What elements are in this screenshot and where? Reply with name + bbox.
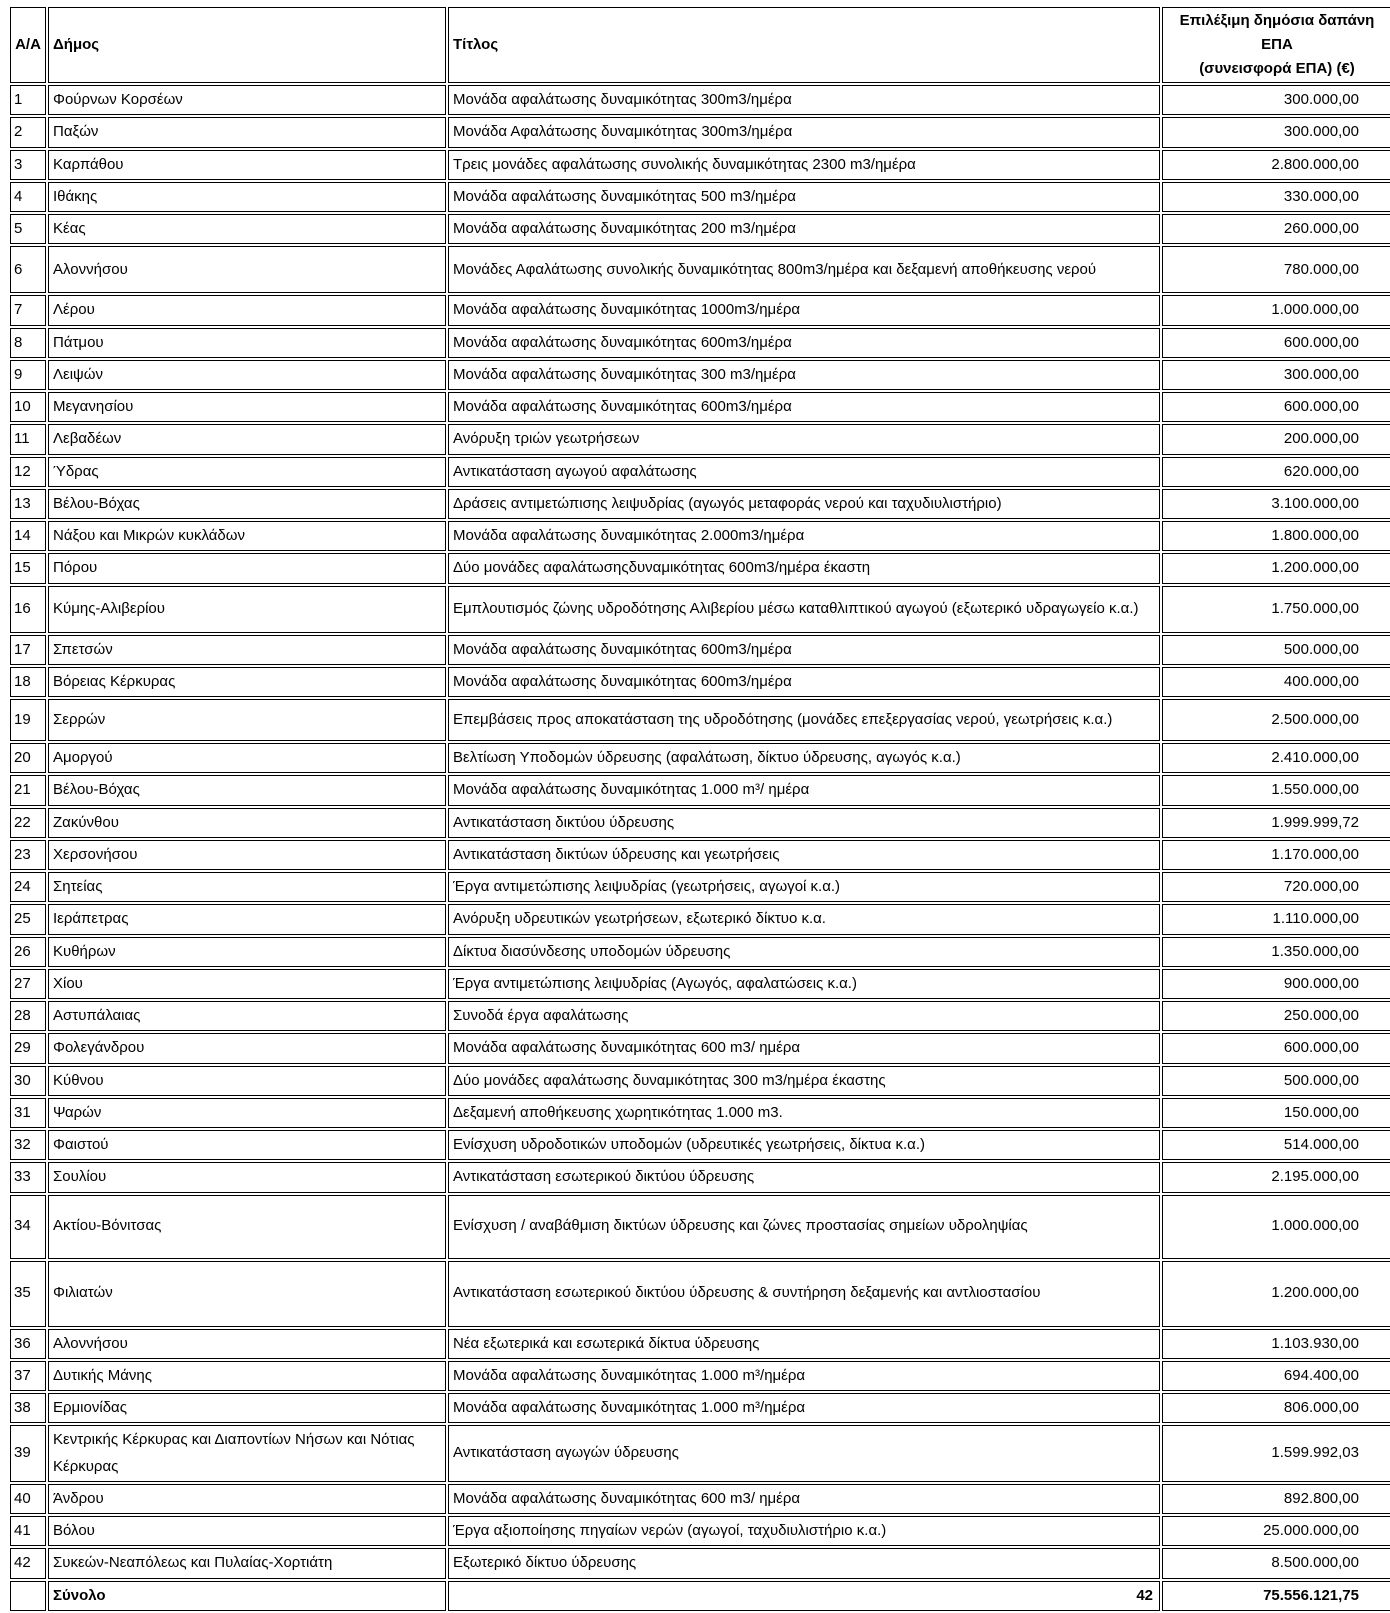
column-header-title: Τίτλος [448, 7, 1160, 83]
row-amount-cell: 2.195.000,00 [1162, 1162, 1390, 1192]
row-title-cell: Μονάδα Αφαλάτωσης δυναμικότητας 300m3/ημέρα [448, 117, 1160, 147]
row-aa-cell: 31 [10, 1098, 46, 1128]
row-title-cell: Μονάδα αφαλάτωσης δυναμικότητας 600m3/ημέρα [448, 328, 1160, 358]
row-municipality-cell: Σητείας [48, 872, 446, 902]
row-title-cell: Συνοδά έργα αφαλάτωσης [448, 1001, 1160, 1031]
table-row [10, 1516, 1390, 1546]
row-aa-cell: 39 [10, 1425, 46, 1482]
row-title-cell: Έργα αξιοποίησης πηγαίων νερών (αγωγοί, ταχυδιυλιστήριο κ.α.) [448, 1516, 1160, 1546]
row-title-cell: Αντικατάσταση εσωτερικού δικτύου ύδρευσης [448, 1162, 1160, 1192]
row-title-cell: Ανόρυξη τριών γεωτρήσεων [448, 424, 1160, 454]
row-municipality-cell: Βέλου-Βόχας [48, 775, 446, 805]
row-municipality-cell: Ιεράπετρας [48, 904, 446, 934]
row-municipality-cell: Κύθνου [48, 1066, 446, 1096]
row-municipality-cell: Φαιστού [48, 1130, 446, 1160]
row-municipality-cell: Σουλίου [48, 1162, 446, 1192]
row-municipality-cell: Λεβαδέων [48, 424, 446, 454]
row-aa-cell: 16 [10, 586, 46, 633]
row-amount-cell: 780.000,00 [1162, 246, 1390, 293]
total-label: Σύνολο [48, 1581, 446, 1611]
table-row [10, 360, 1390, 390]
row-aa-cell: 3 [10, 150, 46, 180]
column-header-municipality: Δήμος [48, 7, 446, 83]
table-row [10, 699, 1390, 741]
row-amount-cell: 1.000.000,00 [1162, 1195, 1390, 1259]
row-municipality-cell: Ψαρών [48, 1098, 446, 1128]
row-municipality-cell: Ακτίου-Βόνιτσας [48, 1195, 446, 1259]
row-amount-cell: 600.000,00 [1162, 328, 1390, 358]
row-municipality-cell: Ερμιονίδας [48, 1393, 446, 1423]
row-title-cell: Έργα αντιμετώπισης λειψυδρίας (γεωτρήσεις, αγωγοί κ.α.) [448, 872, 1160, 902]
row-amount-cell: 514.000,00 [1162, 1130, 1390, 1160]
row-aa-cell: 26 [10, 937, 46, 967]
row-municipality-cell: Χερσονήσου [48, 840, 446, 870]
row-amount-cell: 300.000,00 [1162, 85, 1390, 115]
row-amount-cell: 8.500.000,00 [1162, 1548, 1390, 1578]
table-row [10, 808, 1390, 838]
row-title-cell: Βελτίωση Υποδομών ύδρευσης (αφαλάτωση, δίκτυο ύδρευσης, αγωγός κ.α.) [448, 743, 1160, 773]
row-municipality-cell: Κυθήρων [48, 937, 446, 967]
table-row [10, 1033, 1390, 1063]
row-aa-cell: 23 [10, 840, 46, 870]
row-municipality-cell: Φολεγάνδρου [48, 1033, 446, 1063]
table-row [10, 872, 1390, 902]
row-title-cell: Μονάδα αφαλάτωσης δυναμικότητας 600 m3/ ημέρα [448, 1033, 1160, 1063]
row-title-cell: Τρεις μονάδες αφαλάτωσης συνολικής δυναμικότητας 2300 m3/ημέρα [448, 150, 1160, 180]
table-row [10, 840, 1390, 870]
row-title-cell: Έργα αντιμετώπισης λειψυδρίας (Αγωγός, αφαλατώσεις κ.α.) [448, 969, 1160, 999]
row-aa-cell: 35 [10, 1261, 46, 1327]
row-municipality-cell: Συκεών-Νεαπόλεως και Πυλαίας-Χορτιάτη [48, 1548, 446, 1578]
table-row [10, 1393, 1390, 1423]
table-row [10, 392, 1390, 422]
table-row [10, 586, 1390, 633]
row-title-cell: Εξωτερικό δίκτυο ύδρευσης [448, 1548, 1160, 1578]
row-amount-cell: 620.000,00 [1162, 457, 1390, 487]
table-row [10, 1261, 1390, 1327]
table-row [10, 1130, 1390, 1160]
row-municipality-cell: Λέρου [48, 295, 446, 325]
row-title-cell: Μονάδα αφαλάτωσης δυναμικότητας 1.000 m³/ημέρα [448, 1393, 1160, 1423]
row-aa-cell: 1 [10, 85, 46, 115]
row-amount-cell: 900.000,00 [1162, 969, 1390, 999]
row-aa-cell: 24 [10, 872, 46, 902]
row-aa-cell: 32 [10, 1130, 46, 1160]
table-row [10, 457, 1390, 487]
row-municipality-cell: Σερρών [48, 699, 446, 741]
row-amount-cell: 3.100.000,00 [1162, 489, 1390, 519]
expenditure-table [8, 5, 1390, 1613]
row-municipality-cell: Καρπάθου [48, 150, 446, 180]
table-row [10, 1162, 1390, 1192]
row-municipality-cell: Πάτμου [48, 328, 446, 358]
row-amount-cell: 300.000,00 [1162, 360, 1390, 390]
row-municipality-cell: Μεγανησίου [48, 392, 446, 422]
table-row [10, 635, 1390, 665]
row-aa-cell: 10 [10, 392, 46, 422]
row-municipality-cell: Αμοργού [48, 743, 446, 773]
row-amount-cell: 500.000,00 [1162, 635, 1390, 665]
column-header-aa: Α/Α [10, 7, 46, 83]
table-row [10, 424, 1390, 454]
table-row [10, 246, 1390, 293]
row-title-cell: Μονάδα αφαλάτωσης δυναμικότητας 300m3/ημέρα [448, 85, 1160, 115]
row-aa-cell: 38 [10, 1393, 46, 1423]
row-aa-cell: 27 [10, 969, 46, 999]
row-aa-cell: 18 [10, 667, 46, 697]
row-municipality-cell: Κέας [48, 214, 446, 244]
row-title-cell: Νέα εξωτερικά και εσωτερικά δίκτυα ύδρευσης [448, 1329, 1160, 1359]
table-row [10, 904, 1390, 934]
row-amount-cell: 2.410.000,00 [1162, 743, 1390, 773]
row-aa-cell: 28 [10, 1001, 46, 1031]
row-amount-cell: 1.599.992,03 [1162, 1425, 1390, 1482]
row-amount-cell: 720.000,00 [1162, 872, 1390, 902]
row-title-cell: Ανόρυξη υδρευτικών γεωτρήσεων, εξωτερικό δίκτυο κ.α. [448, 904, 1160, 934]
row-title-cell: Μονάδα αφαλάτωσης δυναμικότητας 1.000 m³/ ημέρα [448, 775, 1160, 805]
row-title-cell: Αντικατάσταση δικτύων ύδρευσης και γεωτρήσεις [448, 840, 1160, 870]
table-row [10, 1361, 1390, 1391]
row-title-cell: Μονάδα αφαλάτωσης δυναμικότητας 200 m3/ημέρα [448, 214, 1160, 244]
row-title-cell: Ενίσχυση / αναβάθμιση δικτύων ύδρευσης και ζώνες προστασίας σημείων υδροληψίας [448, 1195, 1160, 1259]
row-municipality-cell: Λειψών [48, 360, 446, 390]
row-aa-cell: 40 [10, 1484, 46, 1514]
table-row [10, 150, 1390, 180]
row-aa-cell: 8 [10, 328, 46, 358]
row-municipality-cell: Κύμης-Αλιβερίου [48, 586, 446, 633]
row-amount-cell: 1.800.000,00 [1162, 521, 1390, 551]
row-aa-cell: 13 [10, 489, 46, 519]
row-amount-cell: 1.550.000,00 [1162, 775, 1390, 805]
row-aa-cell: 6 [10, 246, 46, 293]
row-amount-cell: 1.170.000,00 [1162, 840, 1390, 870]
row-aa-cell: 11 [10, 424, 46, 454]
row-aa-cell: 4 [10, 182, 46, 212]
row-amount-cell: 1.103.930,00 [1162, 1329, 1390, 1359]
row-title-cell: Αντικατάσταση αγωγού αφαλάτωσης [448, 457, 1160, 487]
table-row [10, 85, 1390, 115]
row-title-cell: Αντικατάσταση δικτύου ύδρευσης [448, 808, 1160, 838]
table-row [10, 743, 1390, 773]
row-municipality-cell: Κεντρικής Κέρκυρας και Διαποντίων Νήσων και Νότιας Κέρκυρας [48, 1425, 446, 1482]
table-row [10, 1484, 1390, 1514]
header-row [10, 7, 1390, 83]
row-amount-cell: 500.000,00 [1162, 1066, 1390, 1096]
row-amount-cell: 400.000,00 [1162, 667, 1390, 697]
row-aa-cell: 2 [10, 117, 46, 147]
row-title-cell: Μονάδα αφαλάτωσης δυναμικότητας 1.000 m³/ημέρα [448, 1361, 1160, 1391]
row-municipality-cell: Δυτικής Μάνης [48, 1361, 446, 1391]
row-amount-cell: 2.500.000,00 [1162, 699, 1390, 741]
row-amount-cell: 694.400,00 [1162, 1361, 1390, 1391]
row-aa-cell: 34 [10, 1195, 46, 1259]
total-count: 42 [448, 1581, 1160, 1611]
row-amount-cell: 1.000.000,00 [1162, 295, 1390, 325]
row-aa-cell: 20 [10, 743, 46, 773]
row-municipality-cell: Αλοννήσου [48, 246, 446, 293]
row-municipality-cell: Φιλιατών [48, 1261, 446, 1327]
row-amount-cell: 1.999.999,72 [1162, 808, 1390, 838]
row-amount-cell: 1.200.000,00 [1162, 1261, 1390, 1327]
row-municipality-cell: Βόρειας Κέρκυρας [48, 667, 446, 697]
row-aa-cell: 14 [10, 521, 46, 551]
row-title-cell: Δράσεις αντιμετώπισης λειψυδρίας (αγωγός μεταφοράς νερού και ταχυδιυλιστήριο) [448, 489, 1160, 519]
row-title-cell: Επεμβάσεις προς αποκατάσταση της υδροδότησης (μονάδες επεξεργασίας νερού, γεωτρήσεις κ.α.) [448, 699, 1160, 741]
row-aa-cell: 12 [10, 457, 46, 487]
row-title-cell: Αντικατάσταση εσωτερικού δικτύου ύδρευσης & συντήρηση δεξαμενής και αντλιοστασίου [448, 1261, 1160, 1327]
row-title-cell: Μονάδα αφαλάτωσης δυναμικότητας 300 m3/ημέρα [448, 360, 1160, 390]
row-amount-cell: 600.000,00 [1162, 1033, 1390, 1063]
row-title-cell: Μονάδες Αφαλάτωσης συνολικής δυναμικότητας 800m3/ημέρα και δεξαμενή αποθήκευσης νερού [448, 246, 1160, 293]
row-title-cell: Μονάδα αφαλάτωσης δυναμικότητας 500 m3/ημέρα [448, 182, 1160, 212]
row-amount-cell: 806.000,00 [1162, 1393, 1390, 1423]
table-row [10, 969, 1390, 999]
table-row [10, 553, 1390, 583]
row-title-cell: Δύο μονάδες αφαλάτωσηςδυναμικότητας 600m3/ημέρα έκαστη [448, 553, 1160, 583]
row-amount-cell: 260.000,00 [1162, 214, 1390, 244]
row-aa-cell: 22 [10, 808, 46, 838]
row-title-cell: Δύο μονάδες αφαλάτωσης δυναμικότητας 300 m3/ημέρα έκαστης [448, 1066, 1160, 1096]
row-title-cell: Μονάδα αφαλάτωσης δυναμικότητας 2.000m3/ημέρα [448, 521, 1160, 551]
table-row [10, 1066, 1390, 1096]
row-amount-cell: 150.000,00 [1162, 1098, 1390, 1128]
row-municipality-cell: Ύδρας [48, 457, 446, 487]
table-row [10, 214, 1390, 244]
column-header-amount [1162, 7, 1390, 83]
row-aa-cell: 30 [10, 1066, 46, 1096]
row-municipality-cell: Νάξου και Μικρών κυκλάδων [48, 521, 446, 551]
table-row [10, 1195, 1390, 1259]
row-title-cell: Μονάδα αφαλάτωσης δυναμικότητας 1000m3/ημέρα [448, 295, 1160, 325]
total-empty-cell [10, 1581, 46, 1611]
table-row [10, 328, 1390, 358]
table-row [10, 937, 1390, 967]
row-municipality-cell: Βέλου-Βόχας [48, 489, 446, 519]
row-aa-cell: 37 [10, 1361, 46, 1391]
row-aa-cell: 33 [10, 1162, 46, 1192]
row-aa-cell: 5 [10, 214, 46, 244]
row-aa-cell: 15 [10, 553, 46, 583]
row-amount-cell: 200.000,00 [1162, 424, 1390, 454]
row-title-cell: Δεξαμενή αποθήκευσης χωρητικότητας 1.000 m3. [448, 1098, 1160, 1128]
table-row [10, 1548, 1390, 1578]
row-municipality-cell: Ιθάκης [48, 182, 446, 212]
row-municipality-cell: Άνδρου [48, 1484, 446, 1514]
table-row [10, 775, 1390, 805]
table-row [10, 117, 1390, 147]
table-row [10, 182, 1390, 212]
row-municipality-cell: Αλοννήσου [48, 1329, 446, 1359]
row-title-cell: Αντικατάσταση αγωγών ύδρευσης [448, 1425, 1160, 1482]
column-header-amount-line1: Επιλέξιμη δημόσια δαπάνη ΕΠΑ [1179, 12, 1375, 53]
row-aa-cell: 17 [10, 635, 46, 665]
row-municipality-cell: Πόρου [48, 553, 446, 583]
row-title-cell: Ενίσχυση υδροδοτικών υποδομών (υδρευτικές γεωτρήσεις, δίκτυα κ.α.) [448, 1130, 1160, 1160]
row-aa-cell: 9 [10, 360, 46, 390]
row-amount-cell: 1.750.000,00 [1162, 586, 1390, 633]
row-amount-cell: 1.350.000,00 [1162, 937, 1390, 967]
row-amount-cell: 892.800,00 [1162, 1484, 1390, 1514]
row-title-cell: Μονάδα αφαλάτωσης δυναμικότητας 600 m3/ ημέρα [448, 1484, 1160, 1514]
row-aa-cell: 19 [10, 699, 46, 741]
row-aa-cell: 41 [10, 1516, 46, 1546]
row-amount-cell: 25.000.000,00 [1162, 1516, 1390, 1546]
table-row [10, 1329, 1390, 1359]
row-aa-cell: 29 [10, 1033, 46, 1063]
total-amount: 75.556.121,75 [1162, 1581, 1390, 1611]
table-row [10, 1001, 1390, 1031]
row-amount-cell: 1.200.000,00 [1162, 553, 1390, 583]
row-municipality-cell: Ζακύνθου [48, 808, 446, 838]
row-municipality-cell: Φούρνων Κορσέων [48, 85, 446, 115]
row-municipality-cell: Βόλου [48, 1516, 446, 1546]
row-title-cell: Μονάδα αφαλάτωσης δυναμικότητας 600m3/ημέρα [448, 392, 1160, 422]
row-amount-cell: 1.110.000,00 [1162, 904, 1390, 934]
table-row [10, 1098, 1390, 1128]
row-title-cell: Δίκτυα διασύνδεσης υποδομών ύδρευσης [448, 937, 1160, 967]
row-aa-cell: 36 [10, 1329, 46, 1359]
row-aa-cell: 42 [10, 1548, 46, 1578]
row-municipality-cell: Χίου [48, 969, 446, 999]
row-municipality-cell: Αστυπάλαιας [48, 1001, 446, 1031]
table-row [10, 295, 1390, 325]
table-row [10, 521, 1390, 551]
row-amount-cell: 300.000,00 [1162, 117, 1390, 147]
row-title-cell: Μονάδα αφαλάτωσης δυναμικότητας 600m3/ημέρα [448, 635, 1160, 665]
row-municipality-cell: Σπετσών [48, 635, 446, 665]
row-amount-cell: 330.000,00 [1162, 182, 1390, 212]
table-row [10, 489, 1390, 519]
column-header-amount-line2: (συνεισφορά ΕΠΑ) (€) [1199, 60, 1355, 77]
row-municipality-cell: Παξών [48, 117, 446, 147]
row-title-cell: Εμπλουτισμός ζώνης υδροδότησης Αλιβερίου μέσω καταθλιπτικού αγωγού (εξωτερικό υδραγωγείο κ.α.) [448, 586, 1160, 633]
table-row [10, 667, 1390, 697]
row-title-cell: Μονάδα αφαλάτωσης δυναμικότητας 600m3/ημέρα [448, 667, 1160, 697]
row-amount-cell: 250.000,00 [1162, 1001, 1390, 1031]
table-row [10, 1425, 1390, 1482]
row-amount-cell: 2.800.000,00 [1162, 150, 1390, 180]
total-row [10, 1581, 1390, 1611]
row-aa-cell: 7 [10, 295, 46, 325]
row-aa-cell: 21 [10, 775, 46, 805]
row-amount-cell: 600.000,00 [1162, 392, 1390, 422]
row-aa-cell: 25 [10, 904, 46, 934]
